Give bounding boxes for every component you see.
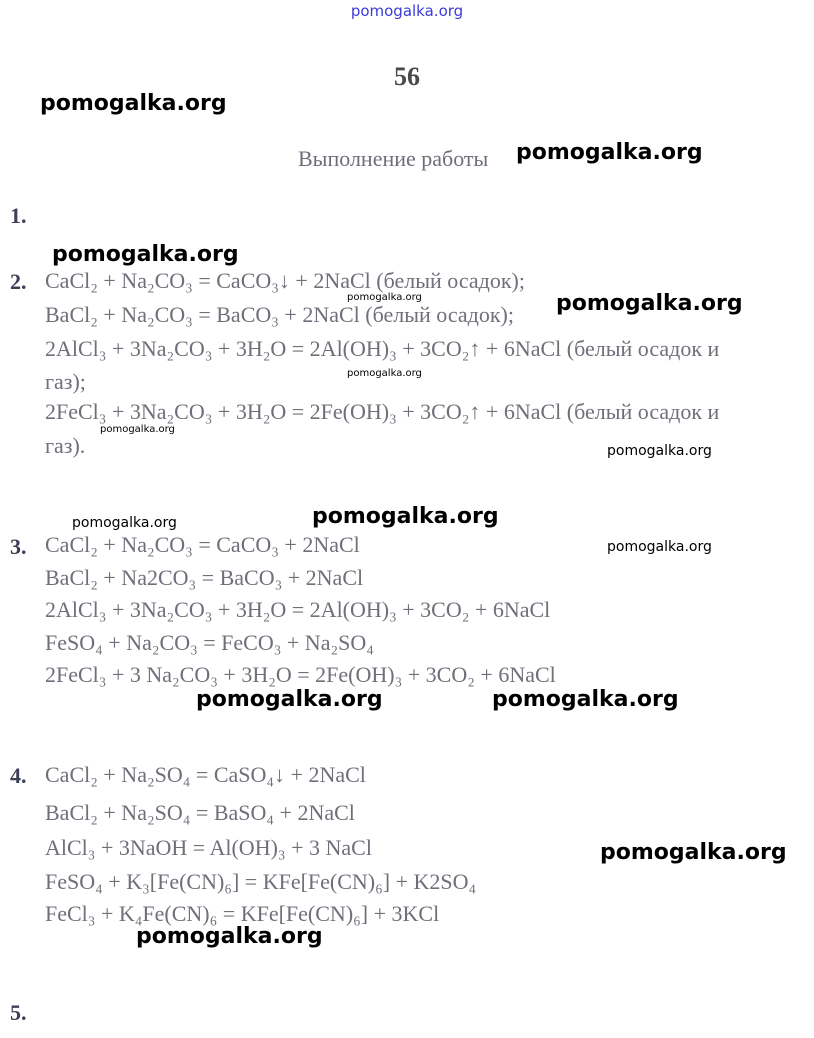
equation-line: BaCl₂ + Na₂CO₃ = BaCO₃ + 2NaCl (белый осадок);: [45, 302, 514, 327]
watermark: pomogalka.org: [600, 840, 787, 865]
section-5-number: 5.: [10, 1000, 27, 1025]
watermark-top: pomogalka.org: [350, 2, 464, 20]
watermark: pomogalka.org: [312, 504, 499, 529]
watermark: pomogalka.org: [136, 924, 323, 949]
watermark: pomogalka.org: [607, 443, 712, 459]
equation-line: FeSO₄ + K₃[Fe(CN)₆] = KFe[Fe(CN)₆] + K2SO₄: [45, 869, 477, 894]
watermark: pomogalka.org: [347, 292, 422, 303]
equation-line: 2FeCl₃ + 3 Na₂CO₃ + 3H₂O = 2Fe(OH)₃ + 3CO₂ + 6NaCl: [45, 662, 556, 687]
equation-line: CaCl₂ + Na₂CO₃ = CaCO₃↓ + 2NaCl (белый осадок);: [45, 268, 525, 293]
watermark: pomogalka.org: [556, 291, 743, 316]
watermark: pomogalka.org: [52, 242, 239, 267]
section-heading: Выполнение работы: [298, 146, 489, 171]
section-3-number: 3.: [10, 534, 27, 559]
section-1-number: 1.: [10, 203, 27, 228]
equation-line: FeCl₃ + K₄Fe(CN)₆ = KFe[Fe(CN)₆] + 3KCl: [45, 901, 440, 926]
watermark: pomogalka.org: [516, 140, 703, 165]
equation-line: 2FeCl₃ + 3Na₂CO₃ + 3H₂O = 2Fe(OH)₃ + 3CO₂↑ + 6NaCl (белый осадок и: [45, 399, 720, 424]
page-number: 56: [394, 62, 420, 91]
watermark: pomogalka.org: [492, 687, 679, 712]
section-2-number: 2.: [10, 269, 27, 294]
equation-line: 2AlCl₃ + 3Na₂CO₃ + 3H₂O = 2Al(OH)₃ + 3CO₂ + 6NaCl: [45, 597, 551, 622]
equation-line: BaCl₂ + Na2CO₃ = BaCO₃ + 2NaCl: [45, 565, 364, 590]
equation-line: AlCl₃ + 3NaOH = Al(OH)₃ + 3 NaCl: [45, 835, 372, 860]
equation-line: 2AlCl₃ + 3Na₂CO₃ + 3H₂O = 2Al(OH)₃ + 3CO₂↑ + 6NaCl (белый осадок и: [45, 336, 720, 361]
equation-line: газ).: [45, 433, 86, 458]
equation-line: CaCl₂ + Na₂CO₃ = CaCO₃ + 2NaCl: [45, 532, 360, 557]
watermark: pomogalka.org: [100, 424, 175, 435]
watermark: pomogalka.org: [72, 515, 177, 531]
equation-line: газ);: [45, 369, 86, 394]
watermark: pomogalka.org: [607, 539, 712, 555]
equation-line: CaCl₂ + Na₂SO₄ = CaSO₄↓ + 2NaCl: [45, 762, 366, 787]
watermark: pomogalka.org: [347, 368, 422, 379]
equation-line: FeSO₄ + Na₂CO₃ = FeCO₃ + Na₂SO₄: [45, 630, 374, 655]
section-4-number: 4.: [10, 763, 27, 788]
equation-line: BaCl₂ + Na₂SO₄ = BaSO₄ + 2NaCl: [45, 800, 355, 825]
watermark: pomogalka.org: [196, 687, 383, 712]
watermark: pomogalka.org: [40, 91, 227, 116]
